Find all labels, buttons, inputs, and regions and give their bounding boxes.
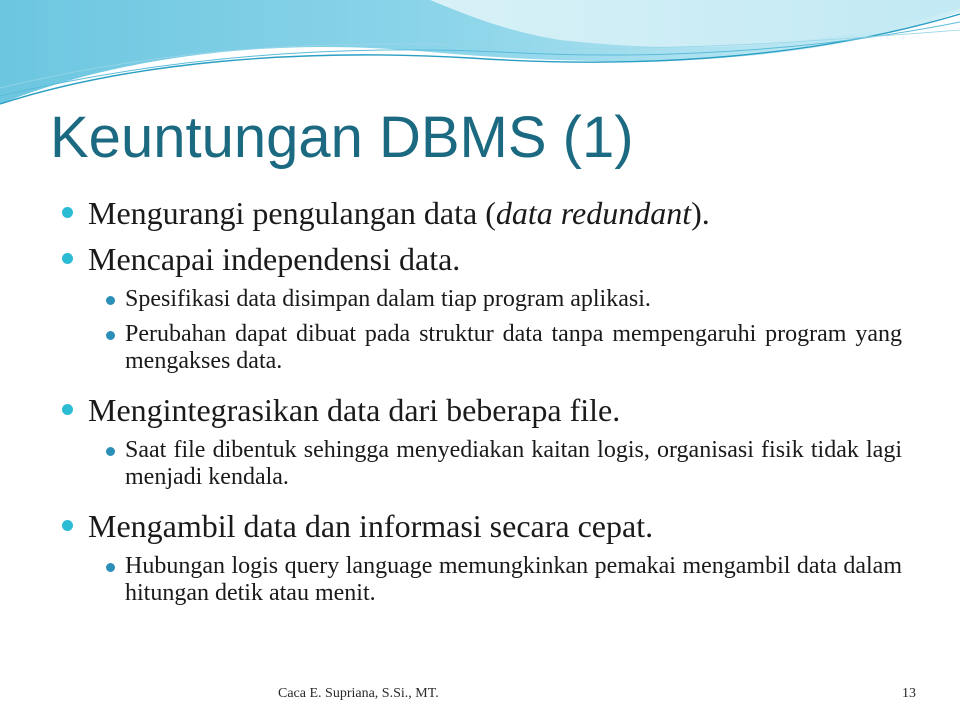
footer-author: Caca E. Supriana, S.Si., MT. — [278, 686, 439, 701]
sub-bullet-item — [106, 286, 902, 313]
sub-bullet-item — [106, 553, 902, 607]
bullet-text-post: ). — [691, 195, 710, 231]
sub-bullet-text: Saat file dibentuk sehingga menyediakan kaitan logis, organisasi fisik tidak lagi menjadi kendala. — [125, 437, 902, 490]
bullet-text-pre: Mengurangi pengulangan data ( — [88, 195, 496, 231]
sub-bullet-text: Spesifikasi data disimpan dalam tiap program aplikasi. — [125, 286, 651, 312]
sub-bullet-item — [106, 321, 902, 375]
sub-bullet-icon — [106, 296, 115, 305]
bullet-item — [62, 238, 902, 280]
bullet-list — [62, 192, 902, 615]
bullet-icon — [62, 520, 73, 531]
bullet-text-emphasis: data redundant — [495, 195, 692, 231]
bullet-icon — [62, 404, 73, 415]
sub-bullet-icon — [106, 331, 115, 340]
sub-bullet-item — [106, 437, 902, 491]
bullet-item — [62, 192, 902, 234]
bullet-item — [62, 505, 902, 547]
bullet-icon — [62, 207, 73, 218]
bullet-text: Mengintegrasikan data dari beberapa file. — [88, 392, 621, 428]
sub-bullet-icon — [106, 447, 115, 456]
bullet-text: Mengambil data dan informasi secara cepat. — [88, 508, 654, 544]
slide-title: Keuntungan DBMS (1) — [50, 105, 634, 170]
sub-bullet-text: Hubungan logis query language memungkinkan pemakai mengambil data dalam hitungan detik atau menit. — [125, 553, 902, 606]
sub-bullet-text: Perubahan dapat dibuat pada struktur data tanpa mempengaruhi program yang mengakses data. — [125, 321, 902, 374]
page-number: 13 — [902, 686, 916, 701]
bullet-icon — [62, 253, 73, 264]
bullet-text: Mencapai independensi data. — [88, 241, 461, 277]
sub-bullet-icon — [106, 563, 115, 572]
bullet-item — [62, 389, 902, 431]
